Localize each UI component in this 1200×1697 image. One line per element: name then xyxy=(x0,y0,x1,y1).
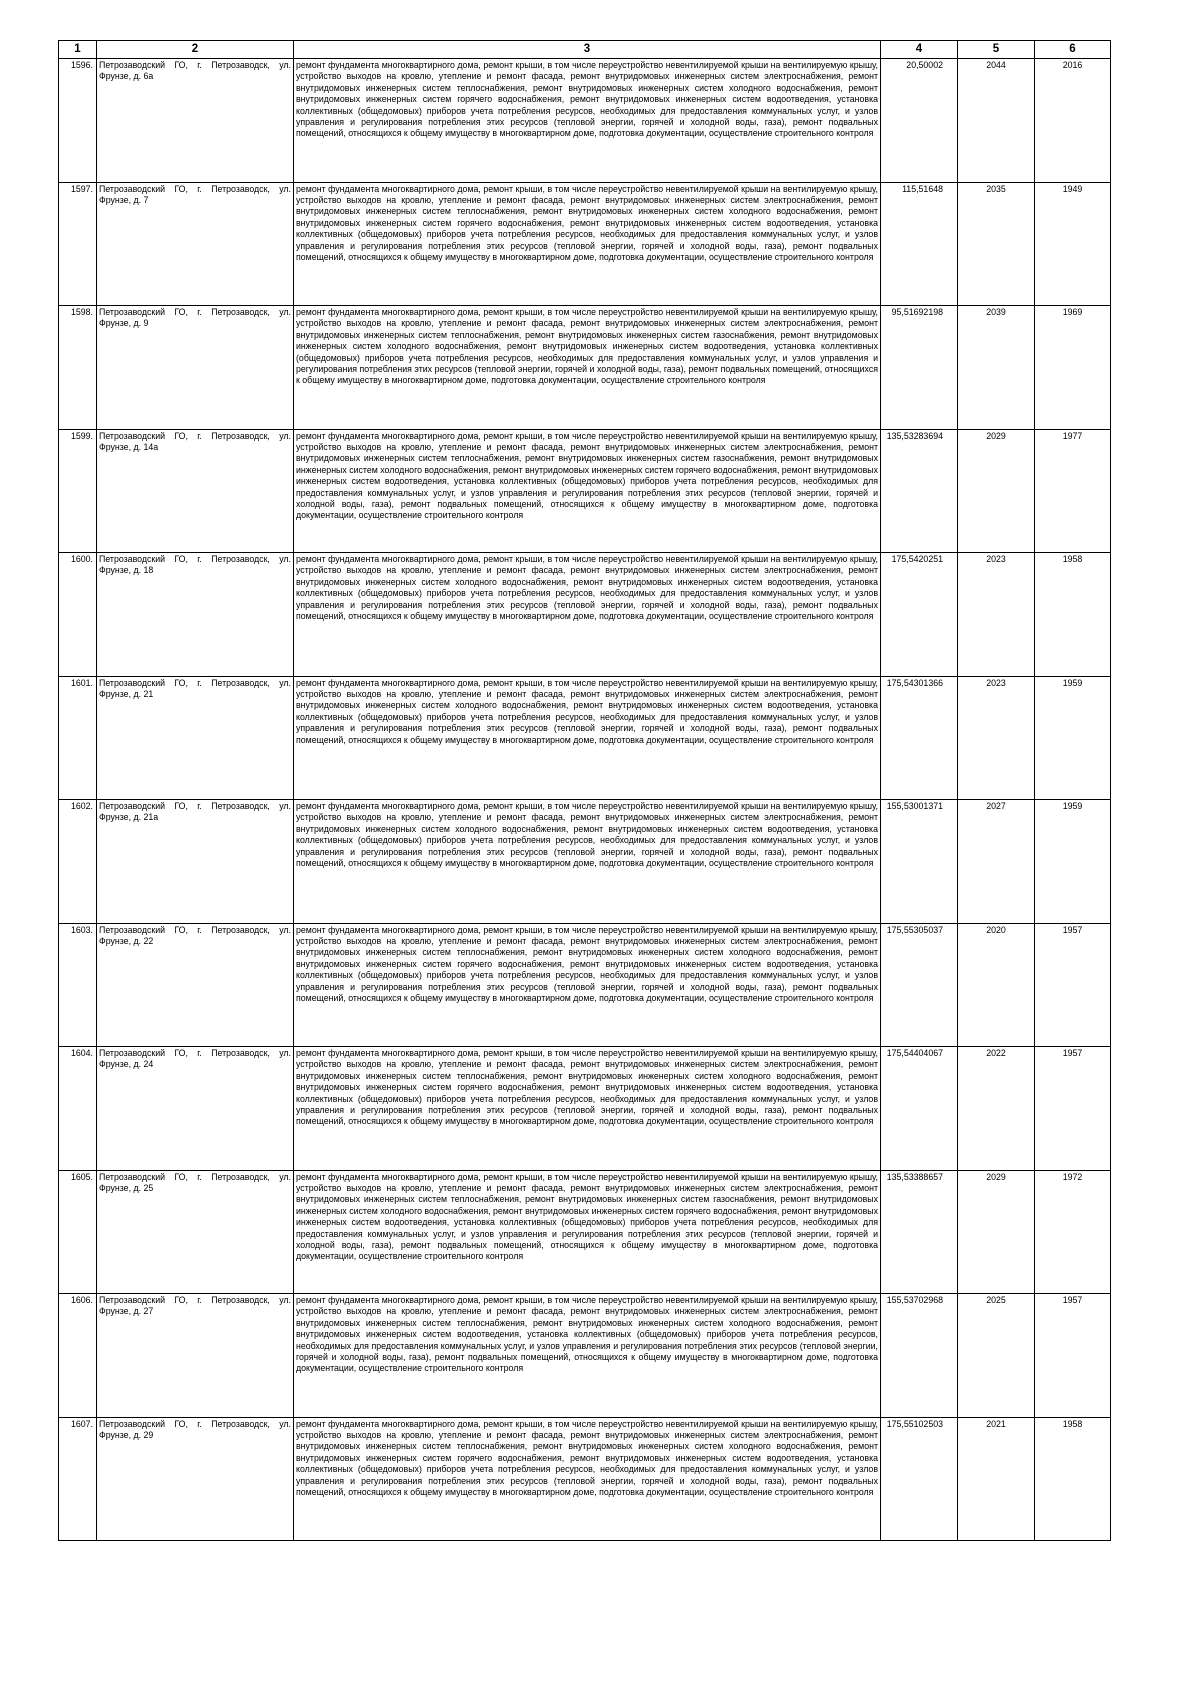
row-address: Петрозаводский ГО, г. Петрозаводск, ул. Фрунзе, д. 21 xyxy=(97,676,294,800)
table-row xyxy=(59,676,1111,800)
row-planned-year: 2039 xyxy=(958,306,1035,430)
row-works-description: ремонт фундамента многоквартирного дома, ремонт крыши, в том числе переустройство невентилируемой крыши на вентилируемую крышу, устройство выходов на кровлю, утепление и ремонт фасада, ремонт внутридомовых инженерных систем электроснабжения, ремонт внутридомовых инженерных систем теплоснабжения, ремонт внутридомовых инженерных систем холодного водоснабжения, ремонт внутридомовых инженерных систем горячего водоснабжения, ремонт внутридомовых инженерных систем водоотведения, установка коллективных (общедомовых) приборов учета потребления ресурсов, необходимых для предоставления коммунальных услуг, и узлов управления и регулирования потребления этих ресурсов (тепловой энергии, горячей и холодной воды, газа), ремонт подвальных помещений, относящихся к общему имуществу в многоквартирном доме, подготовка документации, осуществление строительного контроля xyxy=(294,1417,881,1541)
row-cost: 155,53001371 xyxy=(881,800,958,924)
row-number: 1606. xyxy=(59,1294,97,1418)
row-planned-year: 2035 xyxy=(958,182,1035,306)
table-row xyxy=(59,182,1111,306)
row-year-built: 1957 xyxy=(1035,923,1111,1047)
table-row xyxy=(59,1170,1111,1294)
row-works-description: ремонт фундамента многоквартирного дома, ремонт крыши, в том числе переустройство невентилируемой крыши на вентилируемую крышу, устройство выходов на кровлю, утепление и ремонт фасада, ремонт внутридомовых инженерных систем электроснабжения, ремонт внутридомовых инженерных систем теплоснабжения, ремонт внутридомовых инженерных систем холодного водоснабжения, ремонт внутридомовых инженерных систем горячего водоснабжения, ремонт внутридомовых инженерных систем водоотведения, установка коллективных (общедомовых) приборов учета потребления ресурсов, необходимых для предоставления коммунальных услуг, и узлов управления и регулирования потребления этих ресурсов (тепловой энергии, горячей и холодной воды, газа), ремонт подвальных помещений, относящихся к общему имуществу в многоквартирном доме, подготовка документации, осуществление строительного контроля xyxy=(294,182,881,306)
row-year-built: 1957 xyxy=(1035,1294,1111,1418)
row-cost: 135,53283694 xyxy=(881,429,958,553)
column-header-4: 4 xyxy=(881,41,958,59)
row-works-description: ремонт фундамента многоквартирного дома, ремонт крыши, в том числе переустройство невентилируемой крыши на вентилируемую крышу, устройство выходов на кровлю, утепление и ремонт фасада, ремонт внутридомовых инженерных систем электроснабжения, ремонт внутридомовых инженерных систем холодного водоснабжения, ремонт внутридомовых инженерных систем водоотведения, установка коллективных (общедомовых) приборов учета потребления ресурсов, необходимых для предоставления коммунальных услуг, и узлов управления и регулирования потребления этих ресурсов (тепловой энергии, горячей и холодной воды, газа), ремонт подвальных помещений, относящихся к общему имуществу в многоквартирном доме, подготовка документации, осуществление строительного контроля xyxy=(294,553,881,677)
row-works-description: ремонт фундамента многоквартирного дома, ремонт крыши, в том числе переустройство невентилируемой крыши на вентилируемую крышу, устройство выходов на кровлю, утепление и ремонт фасада, ремонт внутридомовых инженерных систем электроснабжения, ремонт внутридомовых инженерных систем теплоснабжения, ремонт внутридомовых инженерных систем холодного водоснабжения, ремонт внутридомовых инженерных систем горячего водоснабжения, ремонт внутридомовых инженерных систем водоотведения, установка коллективных (общедомовых) приборов учета потребления ресурсов, необходимых для предоставления коммунальных услуг, и узлов управления и регулирования потребления этих ресурсов (тепловой энергии, горячей и холодной воды, газа), ремонт подвальных помещений, относящихся к общему имуществу в многоквартирном доме, подготовка документации, осуществление строительного контроля xyxy=(294,59,881,183)
row-number: 1604. xyxy=(59,1047,97,1171)
row-year-built: 1958 xyxy=(1035,553,1111,677)
row-cost: 175,55102503 xyxy=(881,1417,958,1541)
row-works-description: ремонт фундамента многоквартирного дома, ремонт крыши, в том числе переустройство невентилируемой крыши на вентилируемую крышу, устройство выходов на кровлю, утепление и ремонт фасада, ремонт внутридомовых инженерных систем электроснабжения, ремонт внутридомовых инженерных систем теплоснабжения, ремонт внутридомовых инженерных систем газоснабжения, ремонт внутридомовых инженерных систем холодного водоснабжения, ремонт внутридомовых инженерных систем горячего водоснабжения, ремонт внутридомовых инженерных систем водоотведения, установка коллективных (общедомовых) приборов учета потребления ресурсов, необходимых для предоставления коммунальных услуг, и узлов управления и регулирования потребления этих ресурсов (тепловой энергии, горячей и холодной воды, газа), ремонт подвальных помещений, относящихся к общему имуществу в многоквартирном доме, подготовка документации, осуществление строительного контроля xyxy=(294,429,881,553)
table-row xyxy=(59,1047,1111,1171)
row-address: Петрозаводский ГО, г. Петрозаводск, ул. Фрунзе, д. 14а xyxy=(97,429,294,553)
row-address: Петрозаводский ГО, г. Петрозаводск, ул. Фрунзе, д. 9 xyxy=(97,306,294,430)
row-year-built: 1959 xyxy=(1035,800,1111,924)
row-works-description: ремонт фундамента многоквартирного дома, ремонт крыши, в том числе переустройство невентилируемой крыши на вентилируемую крышу, устройство выходов на кровлю, утепление и ремонт фасада, ремонт внутридомовых инженерных систем электроснабжения, ремонт внутридомовых инженерных систем теплоснабжения, ремонт внутридомовых инженерных систем холодного водоснабжения, ремонт внутридомовых инженерных систем горячего водоснабжения, ремонт внутридомовых инженерных систем водоотведения, установка коллективных (общедомовых) приборов учета потребления ресурсов, необходимых для предоставления коммунальных услуг, и узлов управления и регулирования потребления этих ресурсов (тепловой энергии, горячей и холодной воды, газа), ремонт подвальных помещений, относящихся к общему имуществу в многоквартирном доме, подготовка документации, осуществление строительного контроля xyxy=(294,1047,881,1171)
row-number: 1601. xyxy=(59,676,97,800)
row-cost: 175,54301366 xyxy=(881,676,958,800)
row-planned-year: 2023 xyxy=(958,676,1035,800)
table-row xyxy=(59,306,1111,430)
row-address: Петрозаводский ГО, г. Петрозаводск, ул. Фрунзе, д. 25 xyxy=(97,1170,294,1294)
row-address: Петрозаводский ГО, г. Петрозаводск, ул. Фрунзе, д. 24 xyxy=(97,1047,294,1171)
row-address: Петрозаводский ГО, г. Петрозаводск, ул. Фрунзе, д. 29 xyxy=(97,1417,294,1541)
row-cost: 95,51692198 xyxy=(881,306,958,430)
table-row xyxy=(59,1294,1111,1418)
row-address: Петрозаводский ГО, г. Петрозаводск, ул. Фрунзе, д. 22 xyxy=(97,923,294,1047)
row-cost: 135,53388657 xyxy=(881,1170,958,1294)
table-row xyxy=(59,59,1111,183)
row-cost: 175,54404067 xyxy=(881,1047,958,1171)
row-number: 1598. xyxy=(59,306,97,430)
row-year-built: 1957 xyxy=(1035,1047,1111,1171)
row-works-description: ремонт фундамента многоквартирного дома, ремонт крыши, в том числе переустройство невентилируемой крыши на вентилируемую крышу, устройство выходов на кровлю, утепление и ремонт фасада, ремонт внутридомовых инженерных систем электроснабжения, ремонт внутридомовых инженерных систем теплоснабжения, ремонт внутридомовых инженерных систем холодного водоснабжения, ремонт внутридомовых инженерных систем водоотведения, установка коллективных (общедомовых) приборов учета потребления ресурсов, необходимых для предоставления коммунальных услуг, и узлов управления и регулирования потребления этих ресурсов (тепловой энергии, горячей и холодной воды, газа), ремонт подвальных помещений, относящихся к общему имуществу в многоквартирном доме, подготовка документации, осуществление строительного контроля xyxy=(294,1294,881,1418)
row-cost: 175,5420251 xyxy=(881,553,958,677)
row-cost: 155,53702968 xyxy=(881,1294,958,1418)
table-row xyxy=(59,553,1111,677)
table-row xyxy=(59,1417,1111,1541)
table-row xyxy=(59,923,1111,1047)
document-page xyxy=(58,40,1110,1541)
row-year-built: 1958 xyxy=(1035,1417,1111,1541)
row-works-description: ремонт фундамента многоквартирного дома, ремонт крыши, в том числе переустройство невентилируемой крыши на вентилируемую крышу, устройство выходов на кровлю, утепление и ремонт фасада, ремонт внутридомовых инженерных систем электроснабжения, ремонт внутридомовых инженерных систем теплоснабжения, ремонт внутридомовых инженерных систем газоснабжения, ремонт внутридомовых инженерных систем холодного водоснабжения, ремонт внутридомовых инженерных систем водоотведения, установка коллективных (общедомовых) приборов учета потребления ресурсов, необходимых для предоставления коммунальных услуг, и узлов управления и регулирования потребления этих ресурсов (тепловой энергии, горячей и холодной воды, газа), ремонт подвальных помещений, относящихся к общему имуществу в многоквартирном доме, подготовка документации, осуществление строительного контроля xyxy=(294,306,881,430)
column-header-3: 3 xyxy=(294,41,881,59)
row-address: Петрозаводский ГО, г. Петрозаводск, ул. Фрунзе, д. 7 xyxy=(97,182,294,306)
table-row xyxy=(59,800,1111,924)
header-row xyxy=(59,41,1111,59)
column-header-1: 1 xyxy=(59,41,97,59)
row-number: 1600. xyxy=(59,553,97,677)
row-planned-year: 2029 xyxy=(958,1170,1035,1294)
row-address: Петрозаводский ГО, г. Петрозаводск, ул. Фрунзе, д. 18 xyxy=(97,553,294,677)
row-year-built: 1972 xyxy=(1035,1170,1111,1294)
table-row xyxy=(59,429,1111,553)
row-number: 1599. xyxy=(59,429,97,553)
row-works-description: ремонт фундамента многоквартирного дома, ремонт крыши, в том числе переустройство невентилируемой крыши на вентилируемую крышу, устройство выходов на кровлю, утепление и ремонт фасада, ремонт внутридомовых инженерных систем электроснабжения, ремонт внутридомовых инженерных систем холодного водоснабжения, ремонт внутридомовых инженерных систем водоотведения, установка коллективных (общедомовых) приборов учета потребления ресурсов, необходимых для предоставления коммунальных услуг, и узлов управления и регулирования потребления этих ресурсов (тепловой энергии, горячей и холодной воды, газа), ремонт подвальных помещений, относящихся к общему имуществу в многоквартирном доме, подготовка документации, осуществление строительного контроля xyxy=(294,800,881,924)
row-planned-year: 2021 xyxy=(958,1417,1035,1541)
row-year-built: 2016 xyxy=(1035,59,1111,183)
row-number: 1597. xyxy=(59,182,97,306)
row-planned-year: 2027 xyxy=(958,800,1035,924)
row-year-built: 1969 xyxy=(1035,306,1111,430)
row-planned-year: 2025 xyxy=(958,1294,1035,1418)
row-works-description: ремонт фундамента многоквартирного дома, ремонт крыши, в том числе переустройство невентилируемой крыши на вентилируемую крышу, устройство выходов на кровлю, утепление и ремонт фасада, ремонт внутридомовых инженерных систем электроснабжения, ремонт внутридомовых инженерных систем холодного водоснабжения, ремонт внутридомовых инженерных систем водоотведения, установка коллективных (общедомовых) приборов учета потребления ресурсов, необходимых для предоставления коммунальных услуг, и узлов управления и регулирования потребления этих ресурсов (тепловой энергии, горячей и холодной воды, газа), ремонт подвальных помещений, относящихся к общему имуществу в многоквартирном доме, подготовка документации, осуществление строительного контроля xyxy=(294,676,881,800)
row-cost: 20,50002 xyxy=(881,59,958,183)
row-works-description: ремонт фундамента многоквартирного дома, ремонт крыши, в том числе переустройство невентилируемой крыши на вентилируемую крышу, устройство выходов на кровлю, утепление и ремонт фасада, ремонт внутридомовых инженерных систем электроснабжения, ремонт внутридомовых инженерных систем теплоснабжения, ремонт внутридомовых инженерных систем газоснабжения, ремонт внутридомовых инженерных систем холодного водоснабжения, ремонт внутридомовых инженерных систем горячего водоснабжения, ремонт внутридомовых инженерных систем водоотведения, установка коллективных (общедомовых) приборов учета потребления ресурсов, необходимых для предоставления коммунальных услуг, и узлов управления и регулирования потребления этих ресурсов (тепловой энергии, горячей и холодной воды, газа), ремонт подвальных помещений, относящихся к общему имуществу в многоквартирном доме, подготовка документации, осуществление строительного контроля xyxy=(294,1170,881,1294)
row-planned-year: 2029 xyxy=(958,429,1035,553)
row-planned-year: 2022 xyxy=(958,1047,1035,1171)
row-works-description: ремонт фундамента многоквартирного дома, ремонт крыши, в том числе переустройство невентилируемой крыши на вентилируемую крышу, устройство выходов на кровлю, утепление и ремонт фасада, ремонт внутридомовых инженерных систем электроснабжения, ремонт внутридомовых инженерных систем теплоснабжения, ремонт внутридомовых инженерных систем холодного водоснабжения, ремонт внутридомовых инженерных систем горячего водоснабжения, ремонт внутридомовых инженерных систем водоотведения, установка коллективных (общедомовых) приборов учета потребления ресурсов, необходимых для предоставления коммунальных услуг, и узлов управления и регулирования потребления этих ресурсов (тепловой энергии, горячей и холодной воды, газа), ремонт подвальных помещений, относящихся к общему имуществу в многоквартирном доме, подготовка документации, осуществление строительного контроля xyxy=(294,923,881,1047)
row-number: 1602. xyxy=(59,800,97,924)
row-year-built: 1949 xyxy=(1035,182,1111,306)
row-number: 1607. xyxy=(59,1417,97,1541)
row-cost: 175,55305037 xyxy=(881,923,958,1047)
row-planned-year: 2044 xyxy=(958,59,1035,183)
row-year-built: 1977 xyxy=(1035,429,1111,553)
row-planned-year: 2023 xyxy=(958,553,1035,677)
column-header-5: 5 xyxy=(958,41,1035,59)
column-header-2: 2 xyxy=(97,41,294,59)
row-number: 1596. xyxy=(59,59,97,183)
column-header-6: 6 xyxy=(1035,41,1111,59)
row-address: Петрозаводский ГО, г. Петрозаводск, ул. Фрунзе, д. 27 xyxy=(97,1294,294,1418)
row-number: 1605. xyxy=(59,1170,97,1294)
row-address: Петрозаводский ГО, г. Петрозаводск, ул. Фрунзе, д. 21а xyxy=(97,800,294,924)
row-cost: 115,51648 xyxy=(881,182,958,306)
repair-program-table xyxy=(58,40,1111,1541)
row-year-built: 1959 xyxy=(1035,676,1111,800)
row-planned-year: 2020 xyxy=(958,923,1035,1047)
row-number: 1603. xyxy=(59,923,97,1047)
row-address: Петрозаводский ГО, г. Петрозаводск, ул. Фрунзе, д. 6а xyxy=(97,59,294,183)
